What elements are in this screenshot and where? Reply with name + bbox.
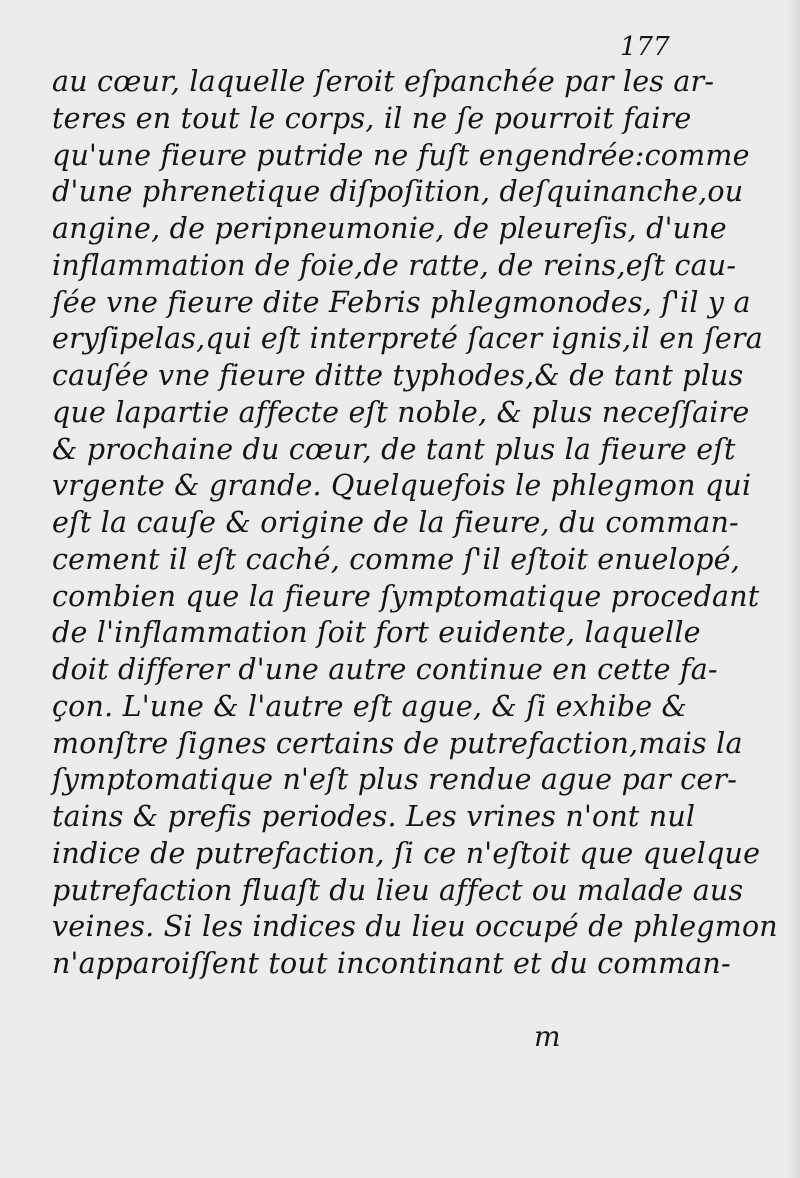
page-number: 177 (620, 32, 670, 62)
text-line: ſymptomatique n'eſt plus rendue ague par cer- (52, 763, 738, 797)
text-line: indice de putrefaction, ſi ce n'eſtoit que quelque (52, 836, 761, 870)
text-line: & prochaine du cœur, de tant plus la fieure eſt (52, 432, 736, 466)
text-line: eſt la cauſe & origine de la fieure, du comman- (52, 506, 739, 539)
text-line: au cœur, laquelle ſeroit eſpanchée par les ar- (52, 65, 715, 98)
text-line: angine, de peripneumonie, de pleureſis, d'une (52, 212, 727, 245)
text-line: ſée vne fieure dite Febris phlegmonodes, ſ'il y a (52, 285, 751, 319)
text-line: vrgente & grande. Quelquefois le phlegmon qui (52, 469, 752, 503)
text-line: d'une phrenetique diſpoſition, deſquinanche,ou (52, 175, 744, 209)
text-line: de l'inflammation ſoit fort euidente, laquelle (52, 616, 701, 650)
text-line: çon. L'une & l'autre eſt ague, & ſi exhibe & (52, 689, 688, 723)
text-line: eryſipelas,qui eſt interpreté ſacer ignis,il en ſera (52, 322, 763, 356)
text-line: cauſée vne fieure ditte typhodes,& de tant plus (52, 359, 744, 392)
text-line: teres en tout le corps, il ne ſe pourroit faire (52, 101, 692, 135)
text-line: putrefaction fluaſt du lieu affect ou malade aus (52, 873, 744, 907)
text-line: cement il eſt caché, comme ſ'il eſtoit enuelopé, (52, 542, 740, 576)
text-line: que lapartie affecte eſt noble, & plus neceſſaire (52, 395, 750, 429)
text-line: qu'une fieure putride ne fuſt engendrée:comme (52, 138, 750, 172)
text-line: tains & prefis periodes. Les vrines n'ont nul (52, 800, 696, 833)
catchword: m (534, 1020, 561, 1053)
text-line: inflammation de foie,de ratte, de reins,eſt cau- (52, 248, 737, 282)
text-line: monſtre ſignes certains de putrefaction,mais la (52, 726, 743, 760)
text-line: veines. Si les indices du lieu occupé de phlegmon (52, 910, 778, 944)
text-line: combien que la fieure ſymptomatique procedant (52, 579, 760, 613)
text-line: n'apparoiſſent tout incontinant et du comman- (52, 947, 731, 980)
text-line: doit differer d'une autre continue en cette fa- (52, 653, 718, 686)
body-text (52, 64, 782, 983)
